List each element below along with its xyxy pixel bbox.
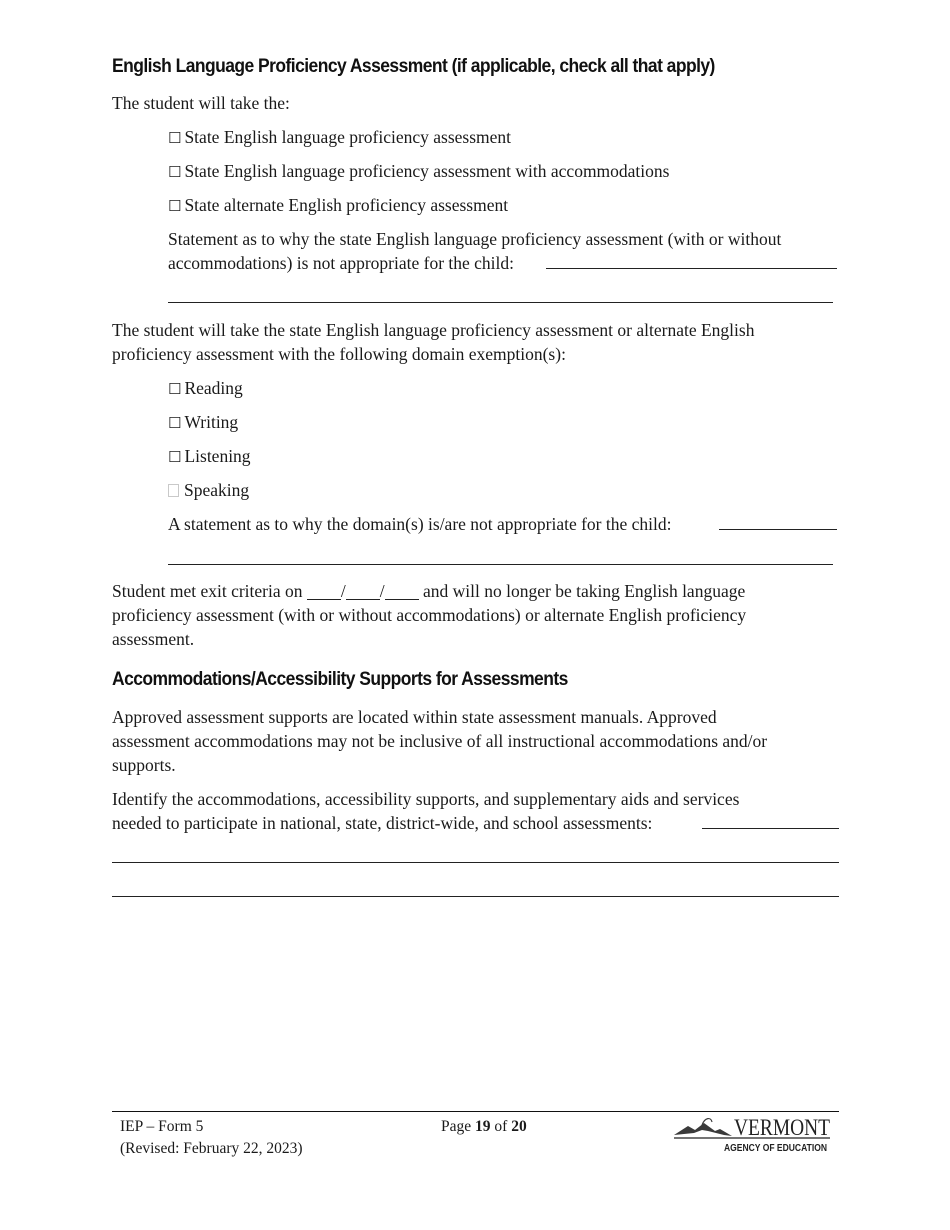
footer-form: IEP – Form 5	[120, 1118, 204, 1135]
exemption-line-2: proficiency assessment with the following domain exemption(s):	[112, 344, 566, 364]
domain-speaking[interactable]	[168, 478, 249, 502]
domain-label: Listening	[184, 446, 251, 466]
accommodations-para1-line2: assessment accommodations may not be inclusive of all instructional accommodations and/or	[112, 731, 768, 751]
accommodations-para2-line1: Identify the accommodations, accessibility supports, and supplementary aids and services	[112, 789, 740, 809]
statement-blank[interactable]	[546, 268, 837, 269]
of-word: of	[494, 1118, 508, 1135]
domain-writing[interactable]	[168, 410, 238, 435]
statement-blank-line-2[interactable]	[168, 302, 833, 303]
checkbox[interactable]: ☐	[168, 197, 182, 215]
checkbox[interactable]: ☐	[168, 163, 182, 181]
exit-year-blank[interactable]	[385, 585, 419, 600]
domain-listening[interactable]	[168, 444, 251, 469]
date-separator: /	[379, 581, 385, 601]
exit-line-1	[112, 579, 745, 603]
domain-label: Writing	[184, 412, 239, 432]
checkbox[interactable]: ☐	[168, 448, 182, 466]
domain-label: Speaking	[184, 480, 250, 500]
accommodations-blank[interactable]	[702, 828, 839, 829]
vermont-agency-logo	[672, 1114, 832, 1156]
exit-text: Student met exit criteria on	[112, 581, 303, 601]
mountain-logo-icon	[672, 1114, 832, 1156]
exit-day-blank[interactable]	[346, 585, 380, 600]
elp-heading: English Language Proficiency Assessment (if applicable, check all that apply)	[112, 56, 715, 77]
domain-statement: A statement as to why the domain(s) is/are not appropriate for the child:	[168, 514, 672, 534]
footer-revised: (Revised: February 22, 2023)	[120, 1140, 303, 1157]
checkbox[interactable]	[168, 484, 179, 497]
exit-line-3: assessment.	[112, 629, 195, 649]
exit-text: and will no longer be taking English language	[423, 581, 746, 601]
accommodations-heading: Accommodations/Accessibility Supports for Assessments	[112, 669, 568, 690]
logo-subtitle: AGENCY OF EDUCATION	[724, 1143, 827, 1154]
date-separator: /	[340, 581, 346, 601]
page-word: Page	[441, 1118, 472, 1135]
domain-statement-blank-line-2[interactable]	[168, 564, 833, 565]
option-alternate-elp[interactable]	[168, 193, 508, 218]
exit-month-blank[interactable]	[307, 585, 341, 600]
option-state-elp-accommodations[interactable]	[168, 159, 669, 184]
page-num: 19	[475, 1118, 491, 1135]
checkbox[interactable]: ☐	[168, 414, 182, 432]
accommodations-blank-line-2[interactable]	[112, 862, 839, 863]
accommodations-para2-line2: needed to participate in national, state, district-wide, and school assessments:	[112, 813, 653, 833]
checkbox[interactable]: ☐	[168, 380, 182, 398]
statement-line-1: Statement as to why the state English language proficiency assessment (with or without	[168, 229, 782, 249]
option-label: State English language proficiency assessment	[184, 127, 512, 147]
accommodations-para1-line1: Approved assessment supports are located within state assessment manuals. Approved	[112, 707, 717, 727]
statement-text: accommodations) is not appropriate for the child:	[168, 253, 515, 273]
option-label: State English language proficiency assessment with accommodations	[184, 161, 670, 181]
checkbox[interactable]: ☐	[168, 129, 182, 147]
exemption-line-1: The student will take the state English language proficiency assessment or alternate English	[112, 320, 755, 340]
accommodations-para1-line3: supports.	[112, 755, 176, 775]
domain-label: Reading	[184, 378, 243, 398]
option-state-elp[interactable]	[168, 125, 511, 150]
exit-line-2: proficiency assessment (with or without accommodations) or alternate English proficiency	[112, 605, 747, 625]
statement-line-2	[168, 251, 514, 275]
elp-intro: The student will take the:	[112, 93, 290, 113]
footer-rule	[112, 1111, 839, 1112]
logo-title: VERMONT	[734, 1115, 830, 1140]
accommodations-blank-line-3[interactable]	[112, 896, 839, 897]
domain-reading[interactable]	[168, 376, 243, 401]
page-total: 20	[511, 1118, 527, 1135]
option-label: State alternate English proficiency assessment	[184, 195, 509, 215]
domain-statement-blank[interactable]	[719, 529, 837, 530]
footer-page-number	[441, 1116, 527, 1138]
